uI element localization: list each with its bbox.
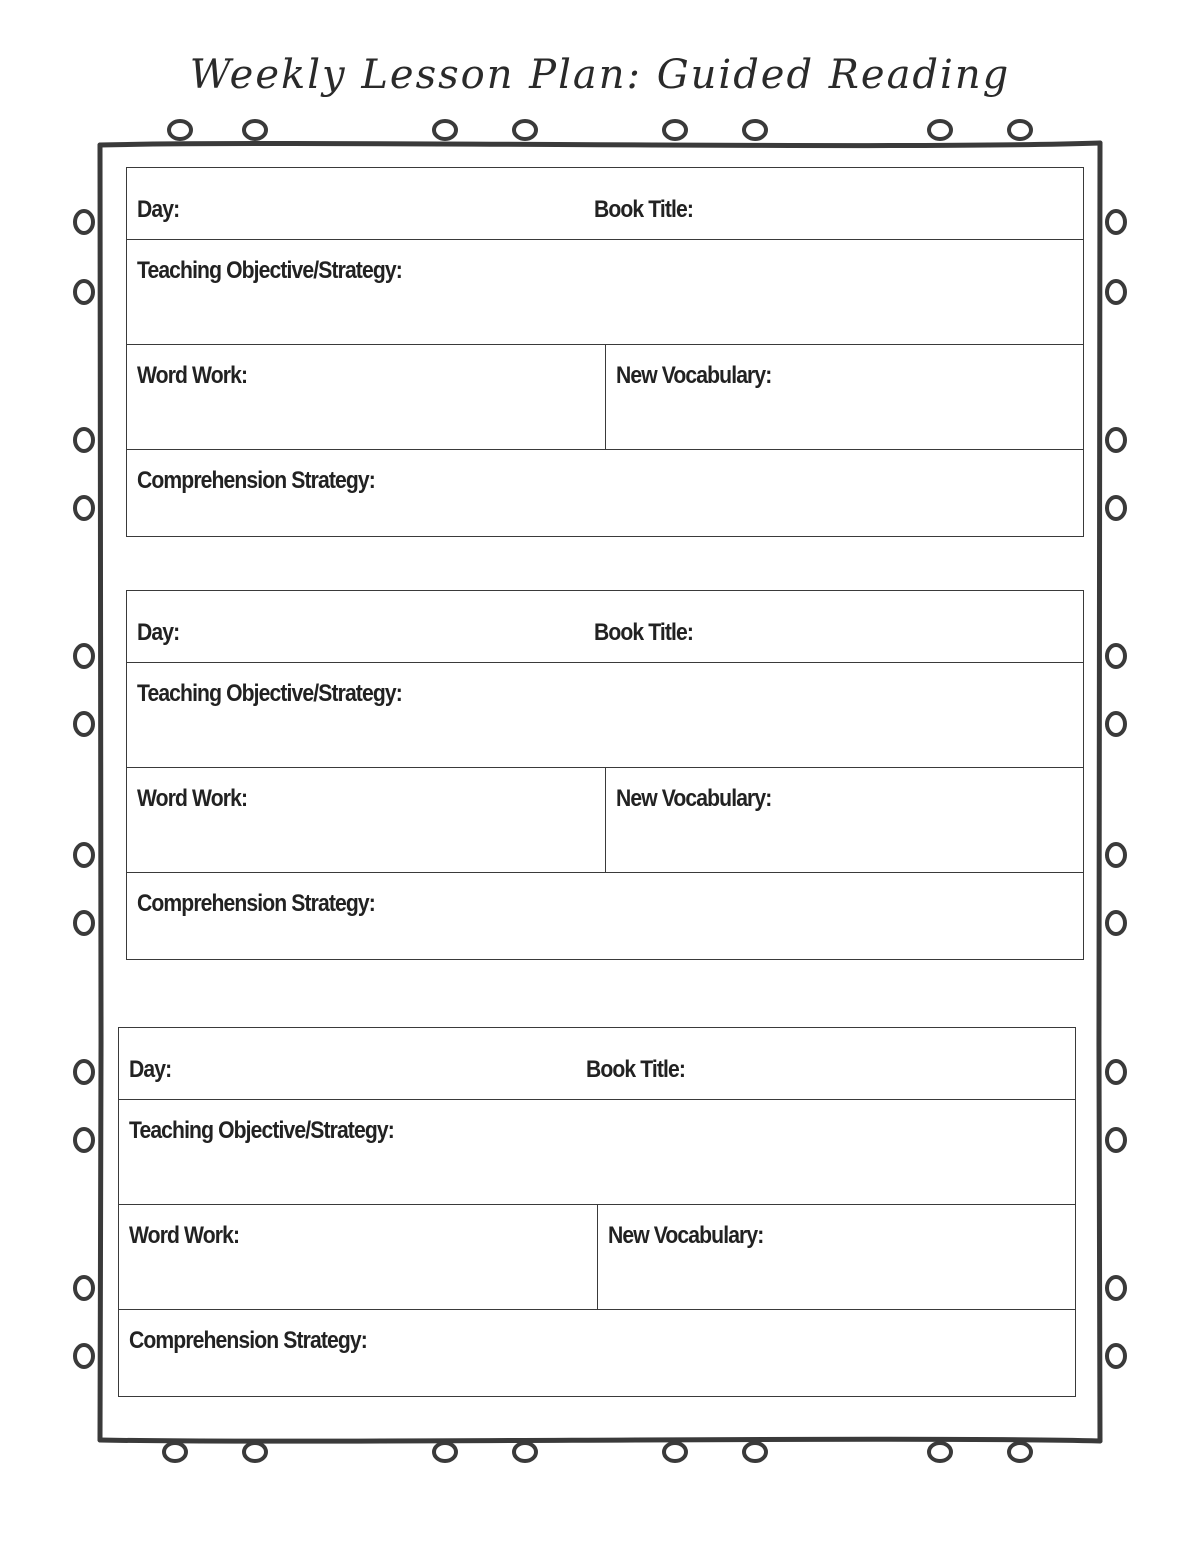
word-vocab-row bbox=[127, 767, 1083, 872]
word-vocab-row bbox=[127, 344, 1083, 449]
loop-icon bbox=[75, 645, 93, 667]
frame-right-edge bbox=[1099, 143, 1101, 1441]
teaching-objective-row bbox=[127, 239, 1083, 344]
loop-icon bbox=[929, 1443, 951, 1461]
page-title: Weekly Lesson Plan: Guided Reading bbox=[189, 52, 1011, 98]
loop-icon bbox=[75, 1277, 93, 1299]
new-vocabulary-cell bbox=[598, 1205, 1075, 1309]
loop-icon bbox=[75, 211, 93, 233]
loop-icon bbox=[75, 713, 93, 735]
day-label: Day: bbox=[137, 619, 180, 646]
day-label: Day: bbox=[137, 196, 180, 223]
loop-icon bbox=[1107, 844, 1125, 866]
book-title-label: Book Title: bbox=[586, 1056, 686, 1083]
new-vocabulary-cell bbox=[606, 345, 1083, 449]
book-title-label: Book Title: bbox=[594, 196, 694, 223]
teaching-objective-label: Teaching Objective/Strategy: bbox=[129, 1117, 394, 1144]
comprehension-row bbox=[119, 1309, 1075, 1398]
loop-icon bbox=[1107, 1061, 1125, 1083]
loop-icon bbox=[1107, 429, 1125, 451]
frame-left-edge bbox=[99, 145, 101, 1440]
day-book-row bbox=[119, 1028, 1075, 1099]
loop-icon bbox=[1107, 281, 1125, 303]
comprehension-row bbox=[127, 449, 1083, 538]
loop-icon bbox=[1107, 1345, 1125, 1367]
comprehension-row bbox=[127, 872, 1083, 961]
loop-icon bbox=[1009, 121, 1031, 139]
loop-icon bbox=[1107, 912, 1125, 934]
book-title-label: Book Title: bbox=[594, 619, 694, 646]
loop-icon bbox=[244, 1443, 266, 1461]
loop-icon bbox=[514, 1443, 536, 1461]
teaching-objective-label: Teaching Objective/Strategy: bbox=[137, 680, 402, 707]
loop-icon bbox=[164, 1443, 186, 1461]
word-vocab-row bbox=[119, 1204, 1075, 1309]
lesson-plan-block-2 bbox=[126, 590, 1084, 960]
loop-icon bbox=[1107, 645, 1125, 667]
loop-icon bbox=[664, 121, 686, 139]
loop-icon bbox=[1107, 1129, 1125, 1151]
day-label: Day: bbox=[129, 1056, 172, 1083]
frame-top-edge bbox=[100, 143, 1100, 146]
comprehension-strategy-label: Comprehension Strategy: bbox=[129, 1327, 367, 1354]
word-work-cell bbox=[127, 345, 606, 449]
loop-icon bbox=[75, 429, 93, 451]
word-work-cell bbox=[119, 1205, 598, 1309]
loop-icon bbox=[75, 1345, 93, 1367]
loop-icon bbox=[1107, 211, 1125, 233]
loop-icon bbox=[75, 497, 93, 519]
loop-icon bbox=[929, 121, 951, 139]
loop-icon bbox=[514, 121, 536, 139]
new-vocabulary-cell bbox=[606, 768, 1083, 872]
word-work-label: Word Work: bbox=[137, 785, 248, 812]
teaching-objective-row bbox=[127, 662, 1083, 767]
teaching-objective-label: Teaching Objective/Strategy: bbox=[137, 257, 402, 284]
day-book-row bbox=[127, 168, 1083, 239]
new-vocabulary-label: New Vocabulary: bbox=[608, 1222, 764, 1249]
loop-icon bbox=[744, 1443, 766, 1461]
loop-icon bbox=[244, 121, 266, 139]
loop-icon bbox=[1009, 1443, 1031, 1461]
new-vocabulary-label: New Vocabulary: bbox=[616, 362, 772, 389]
loop-icon bbox=[664, 1443, 686, 1461]
loop-icon bbox=[1107, 713, 1125, 735]
loop-icon bbox=[169, 121, 191, 139]
word-work-label: Word Work: bbox=[137, 362, 248, 389]
loop-icon bbox=[75, 281, 93, 303]
frame-bottom-edge bbox=[100, 1439, 1100, 1441]
word-work-cell bbox=[127, 768, 606, 872]
loop-icon bbox=[75, 1061, 93, 1083]
teaching-objective-row bbox=[119, 1099, 1075, 1204]
word-work-label: Word Work: bbox=[129, 1222, 240, 1249]
lesson-plan-block-3 bbox=[118, 1027, 1076, 1397]
loop-icon bbox=[434, 121, 456, 139]
loop-icon bbox=[75, 1129, 93, 1151]
comprehension-strategy-label: Comprehension Strategy: bbox=[137, 890, 375, 917]
loop-icon bbox=[75, 912, 93, 934]
new-vocabulary-label: New Vocabulary: bbox=[616, 785, 772, 812]
comprehension-strategy-label: Comprehension Strategy: bbox=[137, 467, 375, 494]
loop-icon bbox=[1107, 497, 1125, 519]
day-book-row bbox=[127, 591, 1083, 662]
lesson-plan-block-1 bbox=[126, 167, 1084, 537]
loop-icon bbox=[434, 1443, 456, 1461]
loop-icon bbox=[75, 844, 93, 866]
loop-icon bbox=[744, 121, 766, 139]
loop-icon bbox=[1107, 1277, 1125, 1299]
